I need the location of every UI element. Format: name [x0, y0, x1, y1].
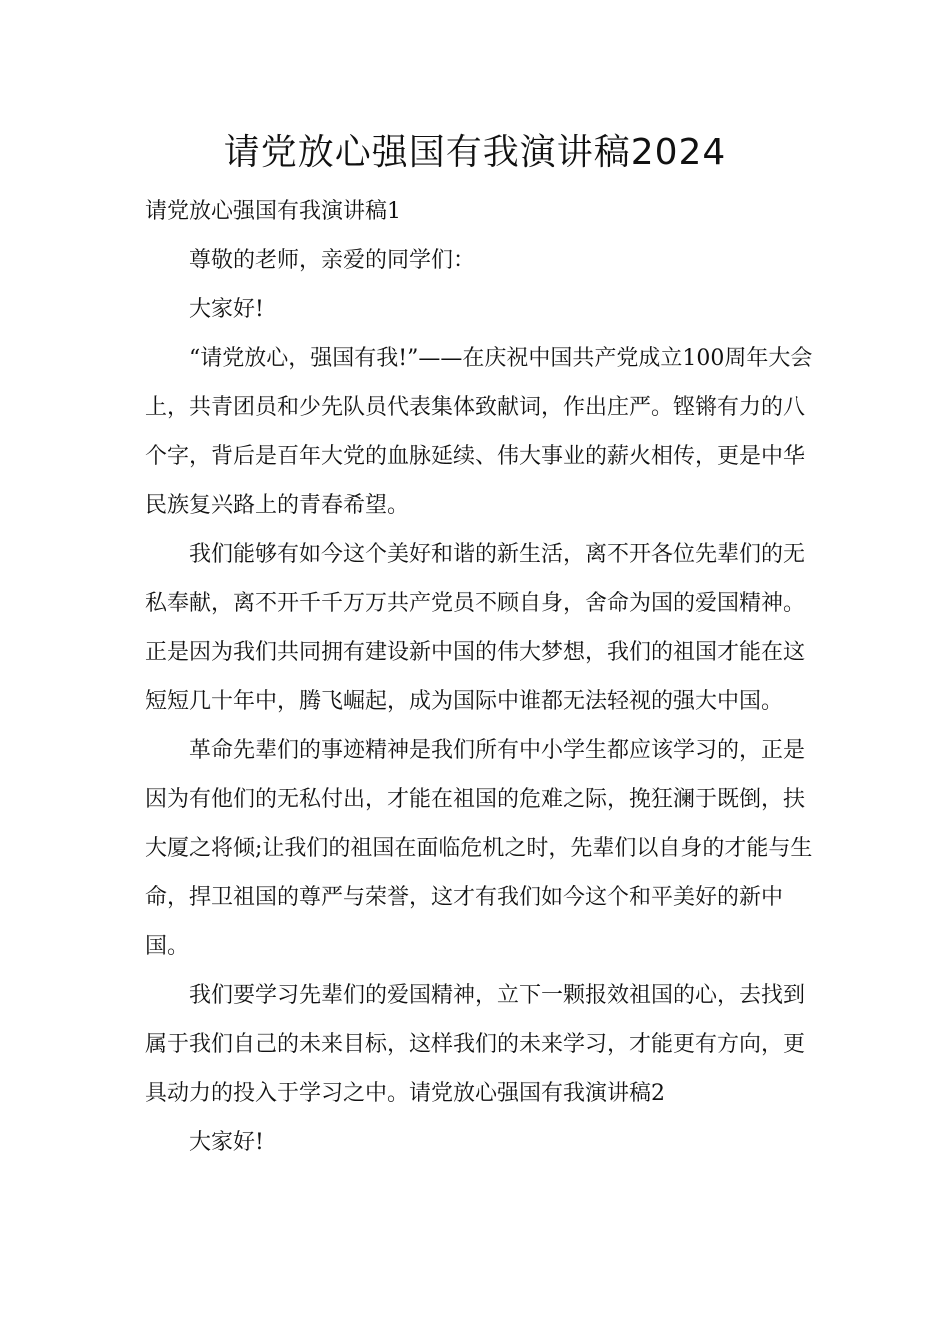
body-paragraph: 我们能够有如今这个美好和谐的新生活，离不开各位先辈们的无私奉献，离不开千千万万共产党员不顾自身，舍命为国的爱国精神。正是因为我们共同拥有建设新中国的伟大梦想，我们的祖国才能在这短短几十年中，腾飞崛起，成为国际中谁都无法轻视的强大中国。: [145, 542, 806, 714]
document-body: [145, 187, 815, 1167]
body-paragraph: 革命先辈们的事迹精神是我们所有中小学生都应该学习的，正是因为有他们的无私付出，才能在祖国的危难之际，挽狂澜于既倒，扶大厦之将倾;让我们的祖国在面临危机之时，先辈们以自身的才能与生命，捍卫祖国的尊严与荣誉，这才有我们如今这个和平美好的新中国。: [145, 738, 813, 959]
document-title: 请党放心强国有我演讲稿2024: [223, 132, 727, 173]
body-paragraph: “请党放心，强国有我!”——在庆祝中国共产党成立100周年大会上，共青团员和少先队员代表集体致献词，作出庄严。铿锵有力的八个字，背后是百年大党的血脉延续、伟大事业的薪火相传，更是中华民族复兴路上的青春希望。: [145, 346, 813, 518]
section-heading: 请党放心强国有我演讲稿1: [145, 199, 401, 224]
greeting: 大家好!: [189, 297, 264, 322]
body-paragraph: 我们要学习先辈们的爱国精神，立下一颗报效祖国的心，去找到属于我们自己的未来目标，这样我们的未来学习，才能更有方向，更具动力的投入于学习之中。请党放心强国有我演讲稿2: [145, 983, 806, 1106]
greeting: 大家好!: [189, 1130, 264, 1155]
salutation: 尊敬的老师，亲爱的同学们：: [189, 248, 476, 273]
